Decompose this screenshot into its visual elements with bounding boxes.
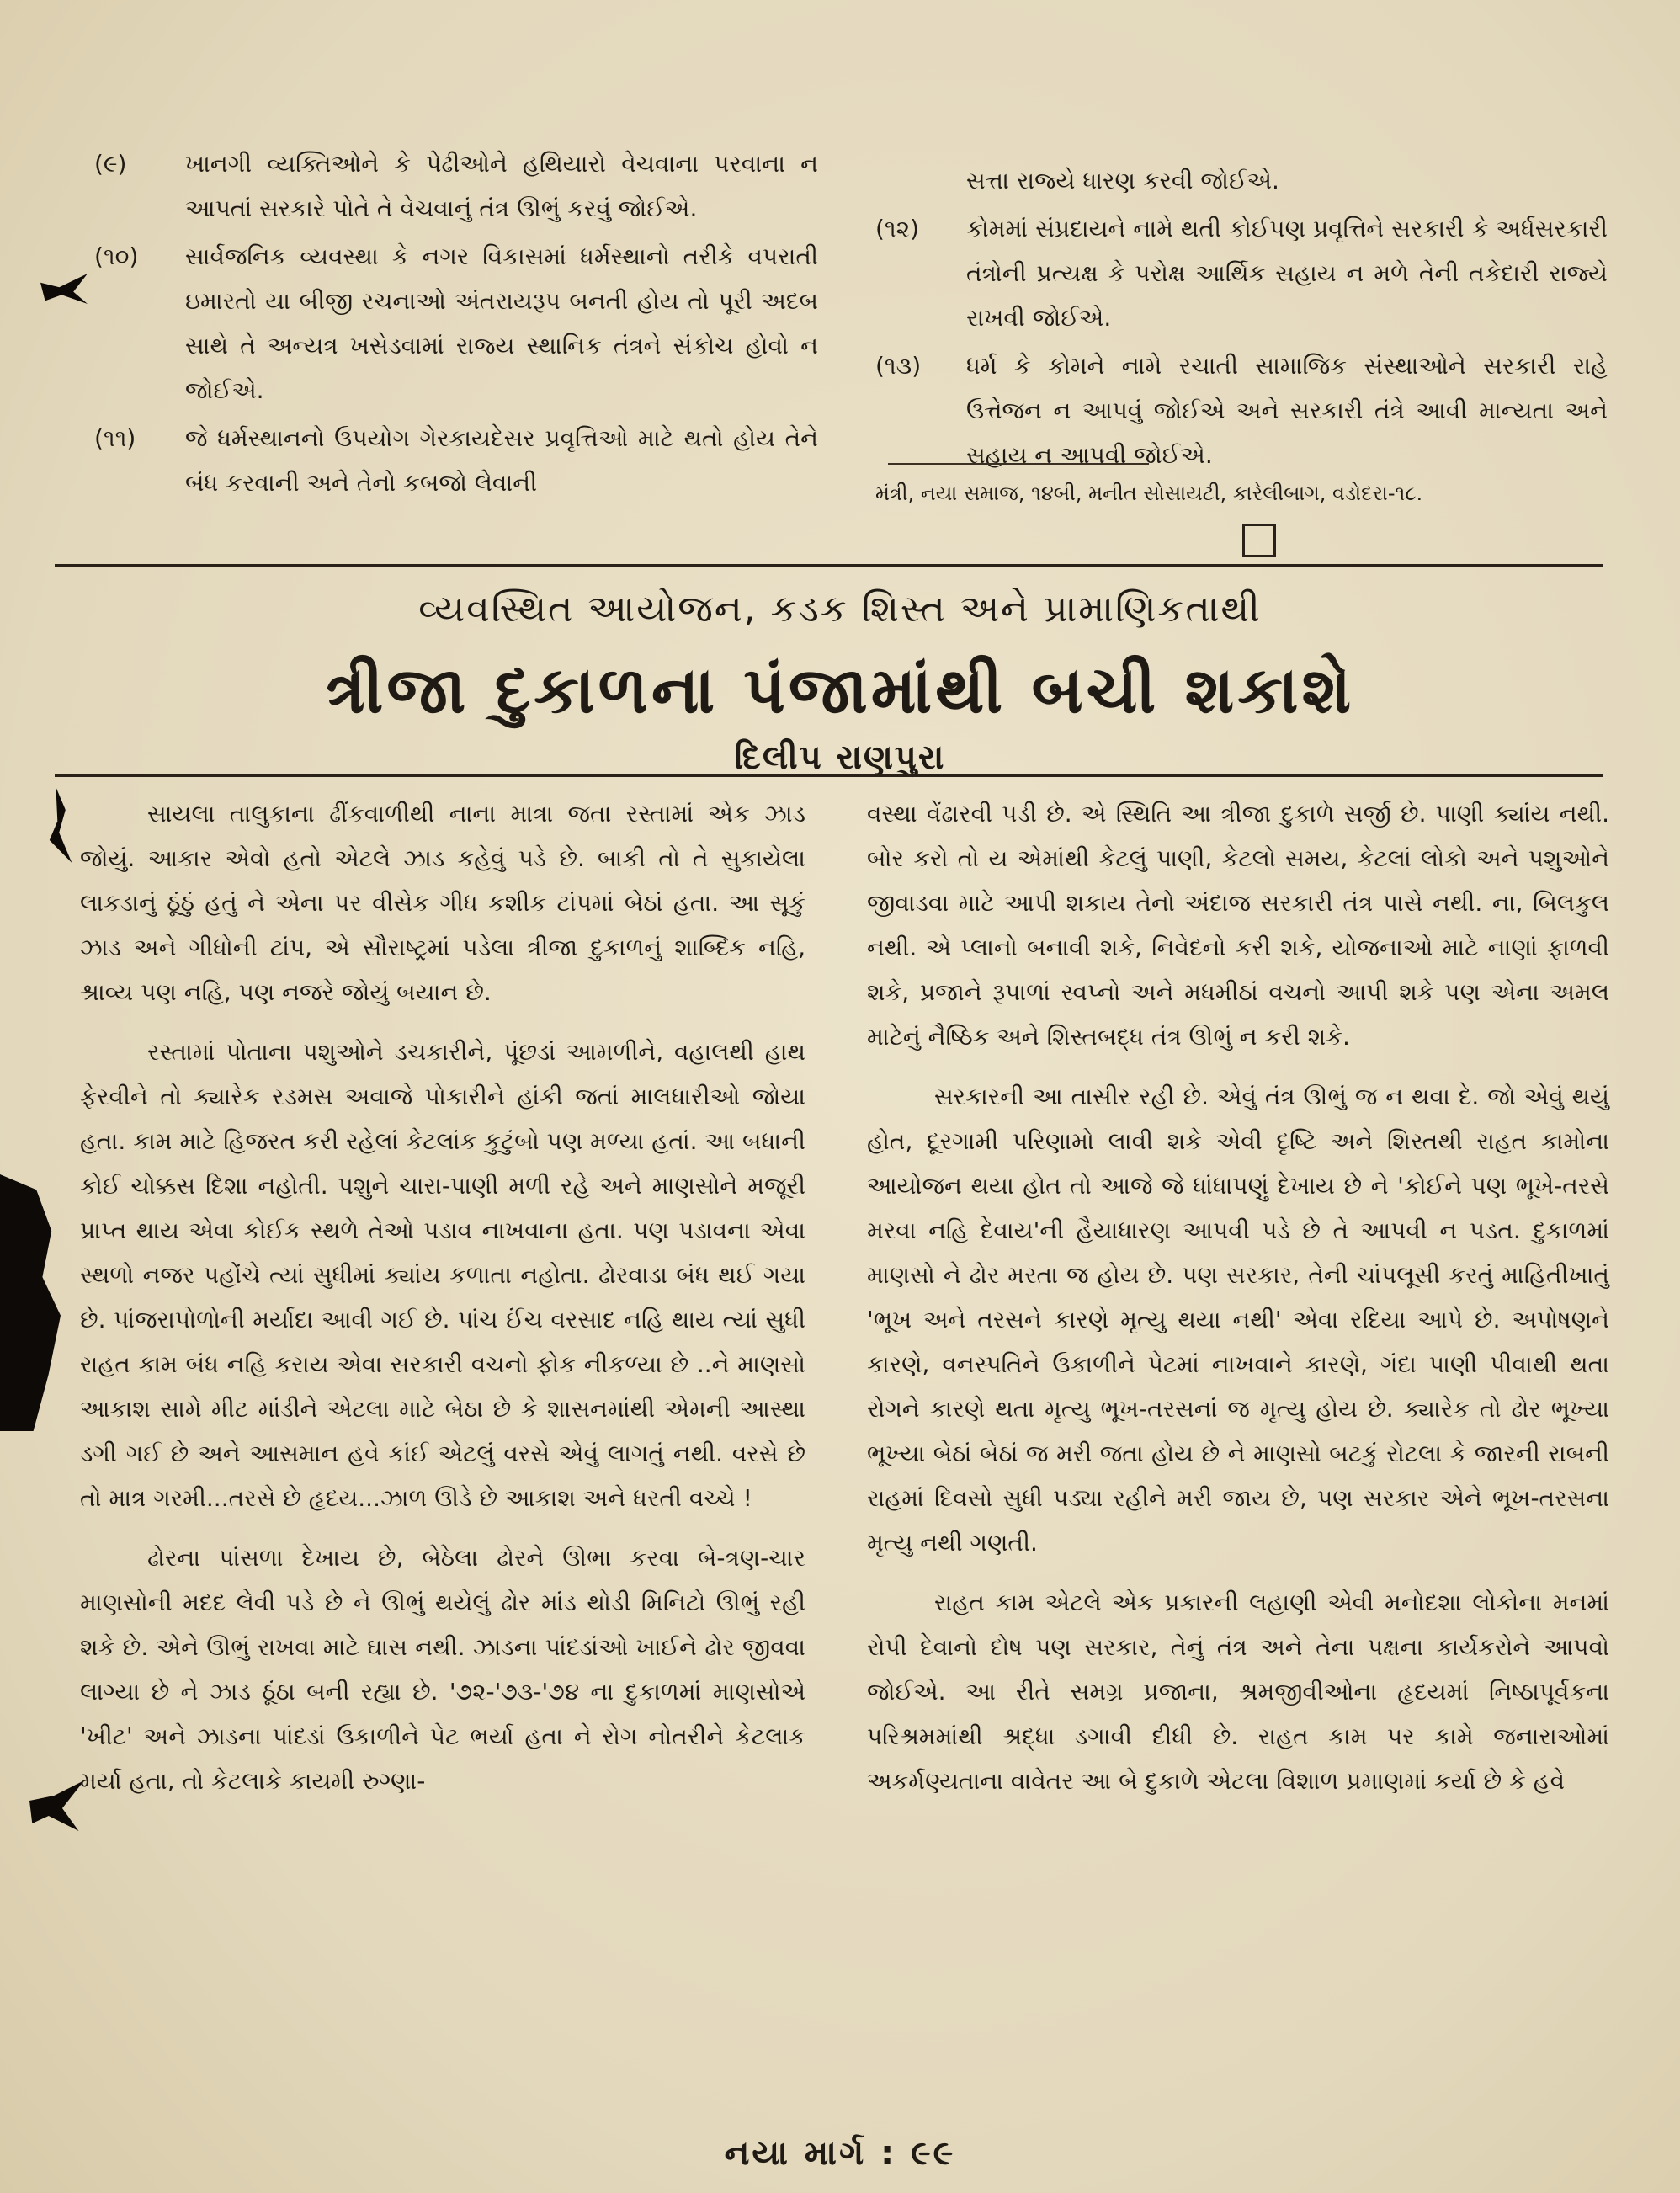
item-number: (૯) (94, 150, 127, 178)
page-footer: નયા માર્ગ : ૯૯ (724, 2134, 956, 2173)
article-paragraph: વસ્થા વેંઢારવી પડી છે. એ સ્થિતિ આ ત્રીજા દુકાળે સર્જી છે. પાણી ક્યાંય નથી. બોર કરો તો ય એમાંથી કેટલું પાણી, કેટલો સમય, કેટલાં લોકો અને પશુઓને જીવાડવા માટે આપી શકાય તેનો અંદાજ સરકારી તંત્ર પાસે નથી. ના, બિલકુલ નથી. એ પ્લાનો બનાવી શકે, નિવેદનો કરી શકે, યોજનાઓ માટે નાણાં ફાળવી શકે, પ્રજાને રૂપાળાં સ્વપ્નો અને મધમીઠાં વચનો આપી શકે પણ એના અમલ માટેનું નૈષ્ઠિક અને શિસ્તબદ્ધ તંત્ર ઊભું ન કરી શકે. (867, 800, 1609, 1051)
list-item (875, 206, 1608, 340)
article-right-column (867, 791, 1609, 1818)
list-item-continuation (875, 158, 1608, 203)
item-text: જે ધર્મસ્થાનનો ઉપયોગ ગેરકાયદેસર પ્રવૃત્તિઓ માટે થતો હોય તેને બંધ કરવાની અને તેનો કબજો લેવાની (185, 424, 818, 497)
item-text: ખાનગી વ્યક્તિઓને કે પેઢીઓને હથિયારો વેચવાના પરવાના ન આપતાં સરકારે પોતે તે વેચવાનું તંત્ર ઊભું કરવું જોઈએ. (185, 150, 818, 222)
article-byline: દિલીપ રાણપુરા (734, 738, 946, 777)
item-number: (૧૩) (875, 352, 922, 380)
list-item (94, 234, 818, 413)
article-paragraph: રાહત કામ એટલે એક પ્રકારની લહાણી એવી મનોદશા લોકોના મનમાં રોપી દેવાનો દોષ પણ સરકાર, તેનું તંત્ર અને તેના પક્ષના કાર્યકરોને આપવો જોઈએ. આ રીતે સમગ્ર પ્રજાના, શ્રમજીવીઓના હૃદયમાં નિષ્ઠાપૂર્વકના પરિશ્રમમાંથી શ્રદ્ધા ડગાવી દીધી છે. રાહત કામ પર કામે જનારાઓમાં અકર્મણ્યતાના વાવેતર આ બે દુકાળે એટલા વિશાળ પ્રમાણમાં કર્યા છે કે હવે (867, 1589, 1609, 1795)
end-of-article-mark (1242, 524, 1276, 557)
previous-article-left-column (94, 141, 818, 508)
item-number: (૧૨) (875, 215, 920, 242)
list-item (94, 141, 818, 231)
continuation-text: સત્તા રાજ્યે ધારણ કરવી જોઈએ. (966, 167, 1279, 194)
article-paragraph: ઢોરના પાંસળા દેખાય છે, બેઠેલા ઢોરને ઊભા કરવા બે-ત્રણ-ચાર માણસોની મદદ લેવી પડે છે ને ઊભું થયેલું ઢોર માંડ થોડી મિનિટો ઊભું રહી શકે છે. એને ઊભું રાખવા માટે ઘાસ નથી. ઝાડના પાંદડાંઓ ખાઈને ઢોર જીવવા લાગ્યા છે ને ઝાડ ઠૂંઠા બની રહ્યા છે. '૭૨-'૭૩-'૭૪ ના દુકાળમાં માણસોએ 'ખીટ' અને ઝાડના પાંદડાં ઉકાળીને પેટ ભર્યા હતા ને રોગ નોતરીને કેટલાક મર્યા હતા, તો કેટલાકે કાયમી રુગ્ણા- (80, 1544, 805, 1795)
author-address: મંત્રી, નયા સમાજ, ૧૪બી, મનીત સોસાયટી, કારેલીબાગ, વડોદરા-૧૮. (875, 482, 1423, 505)
section-divider (55, 564, 1603, 567)
item-text: ધર્મ કે કોમને નામે રચાતી સામાજિક સંસ્થાઓને સરકારી રાહે ઉત્તેજન ન આપવું જોઈએ અને સરકારી તંત્રે આવી માન્યતા અને સહાય ન આપવી જોઈએ. (966, 352, 1608, 469)
ink-blot (29, 1780, 84, 1831)
ink-blot (40, 274, 88, 304)
headline-divider (55, 774, 1603, 777)
article-paragraph: રસ્તામાં પોતાના પશુઓને ડચકારીને, પૂંછડાં આમળીને, વહાલથી હાથ ફેરવીને તો ક્યારેક રડમસ અવાજે પોકારીને હાંકી જતાં માલધારીઓ જોયા હતા. કામ માટે હિજરત કરી રહેલાં કેટલાંક કુટુંબો પણ મળ્યા હતાં. આ બધાની કોઈ ચોક્કસ દિશા નહોતી. પશુને ચારા-પાણી મળી રહે અને માણસોને મજૂરી પ્રાપ્ત થાય એવા કોઈક સ્થળે તેઓ પડાવ નાખવાના હતા. પણ પડાવના એવા સ્થળો નજર પહોંચે ત્યાં સુધીમાં ક્યાંય કળાતા નહોતા. ઢોરવાડા બંધ થઈ ગયા છે. પાંજરાપોળોની મર્યાદા આવી ગઈ છે. પાંચ ઈંચ વરસાદ નહિ થાય ત્યાં સુધી રાહત કામ બંધ નહિ કરાય એવા સરકારી વચનો ફોક નીકળ્યા છે ..ને માણસો આકાશ સામે મીટ માંડીને એટલા માટે બેઠા છે કે શાસનમાંથી એમની આસ્થા ડગી ગઈ છે અને આસમાન હવે કાંઈ એટલું વરસે એવું લાગતું નથી. વરસે છે તો માત્ર ગરમી...તરસે છે હૃદય...ઝાળ ઊડે છે આકાશ અને ધરતી વચ્ચે ! (80, 1038, 805, 1512)
item-number: (૧૦) (94, 242, 139, 270)
article-paragraph: સરકારની આ તાસીર રહી છે. એવું તંત્ર ઊભું જ ન થવા દે. જો એવું થયું હોત, દૂરગામી પરિણામો લાવી શકે એવી દૃષ્ટિ અને શિસ્તથી રાહત કામોના આયોજન થયા હોત તો આજે જે ધાંધાપણું દેખાય છે ને 'કોઈને પણ ભૂખે-તરસે મરવા નહિ દેવાય'ની હૈયાધારણ આપવી પડે છે તે આપવી ન પડત. દુકાળમાં માણસો ને ઢોર મરતા જ હોય છે. પણ સરકાર, તેની ચાંપલૂસી કરતું માહિતીખાતું 'ભૂખ અને તરસને કારણે મૃત્યુ થયા નથી' એવા રદિયા આપે છે. અપોષણને કારણે, વનસ્પતિને ઉકાળીને પેટમાં નાખવાને કારણે, ગંદા પાણી પીવાથી થતા રોગને કારણે થતા મૃત્યુ ભૂખ-તરસનાં જ મૃત્યુ હોય છે. ક્યારેક તો ઢોર ભૂખ્યા ભૂખ્યા બેઠાં બેઠાં જ મરી જતા હોય છે ને માણસો બટકું રોટલા કે જારની રાબની રાહમાં દિવસો સુધી પડ્યા રહીને મરી જાય છે, પણ સરકાર એને ભૂખ-તરસના મૃત્યુ નથી ગણતી. (867, 1083, 1609, 1557)
ink-blot (46, 787, 78, 863)
article-paragraph: સાયલા તાલુકાના ઢીંકવાળીથી નાના માત્રા જતા રસ્તામાં એક ઝાડ જોયું. આકાર એવો હતો એટલે ઝાડ કહેવું પડે છે. બાકી તો તે સુકાયેલા લાકડાનું ઠૂંઠું હતું ને એના પર વીસેક ગીધ કશીક ટાંપમાં બેઠાં હતા. આ સૂકું ઝાડ અને ગીધોની ટાંપ, એ સૌરાષ્ટ્રમાં પડેલા ત્રીજા દુકાળનું શાબ્દિક નહિ, શ્રાવ્ય પણ નહિ, પણ નજરે જોયું બયાન છે. (80, 800, 805, 1006)
list-item (875, 343, 1608, 477)
previous-article-right-column (875, 158, 1608, 481)
list-item (94, 416, 818, 505)
item-text: કોમમાં સંપ્રદાયને નામે થતી કોઈપણ પ્રવૃત્તિને સરકારી કે અર્ધસરકારી તંત્રોની પ્રત્યક્ષ કે પરોક્ષ આર્થિક સહાય ન મળે તેની તકેદારી રાજ્યે રાખવી જોઈએ. (966, 215, 1608, 332)
torn-edge-damage (0, 1174, 61, 1431)
signature-rule (888, 463, 1149, 465)
article-headline: ત્રીજા દુકાળના પંજામાંથી બચી શકાશે (325, 652, 1355, 727)
item-number: (૧૧) (94, 424, 136, 452)
article-kicker: વ્યવસ્થિત આયોજન, કડક શિસ્ત અને પ્રામાણિકતાથી (418, 588, 1262, 631)
item-text: સાર્વજનિક વ્યવસ્થા કે નગર વિકાસમાં ધર્મસ્થાનો તરીકે વપરાતી ઇમારતો યા બીજી રચનાઓ અંતરાયરૂપ બનતી હોય તો પૂરી અદબ સાથે તે અન્યત્ર ખસેડવામાં રાજ્ય સ્થાનિક તંત્રને સંકોચ હોવો ન જોઈએ. (185, 242, 818, 404)
article-left-column (80, 791, 805, 1818)
